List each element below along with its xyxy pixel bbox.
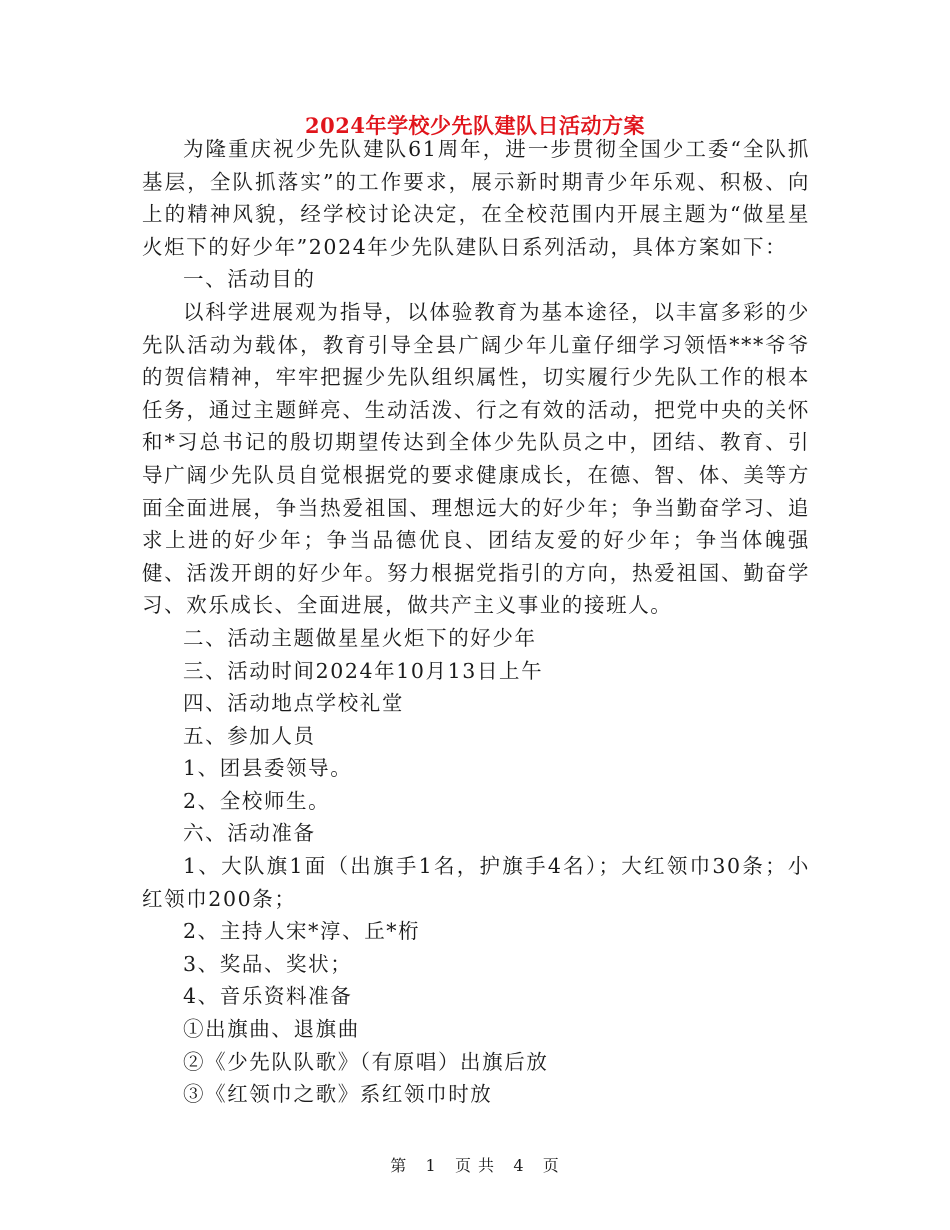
purpose-paragraph: 以科学进展观为指导，以体验教育为基本途径，以丰富多彩的少先队活动为载体，教育引导全县广阔少年儿童仔细学习领悟***爷爷的贺信精神，牢牢把握少先队组织属性，切实履行少先队工作的根本任务，通过主题鲜亮、生动活泼、行之有效的活动，把党中央的关怀和*习总书记的殷切期望传达到全体少先队员之中，团结、教育、引导广阔少先队员自觉根据党的要求健康成长，在德、智、体、美等方面全面进展，争当热爱祖国、理想远大的好少年；争当勤奋学习、追求上进的好少年；争当品德优良、团结友爱的好少年；争当体魄强健、活泼开朗的好少年。努力根据党指引的方向，热爱祖国、勤奋学习、欢乐成长、全面进展，做共产主义事业的接班人。 — [142, 299, 810, 618]
participant-item: 2、全校师生。 — [183, 788, 331, 813]
section-heading-purpose: 一、活动目的 — [183, 267, 316, 292]
document-title: 2024年学校少先队建队日活动方案 — [305, 113, 645, 138]
music-item: ②《少先队队歌》（有原唱）出旗后放 — [183, 1049, 549, 1074]
music-item: ③《红领巾之歌》系红领巾时放 — [183, 1082, 493, 1107]
footer-page-number: 1 — [425, 1156, 437, 1175]
footer-prefix: 第 — [390, 1156, 408, 1175]
section-heading-time: 三、活动时间2024年10月13日上午 — [183, 658, 544, 683]
music-item: ①出旗曲、退旗曲 — [183, 1017, 360, 1042]
participant-item: 1、团县委领导。 — [183, 756, 353, 781]
preparation-item: 3、奖品、奖状； — [183, 951, 353, 976]
preparation-item: 2、主持人宋*淳、丘*桁 — [183, 919, 421, 944]
section-heading-location: 四、活动地点学校礼堂 — [183, 691, 404, 716]
footer-suffix: 页 — [542, 1156, 560, 1175]
section-heading-theme: 二、活动主题做星星火炬下的好少年 — [183, 625, 537, 650]
page-footer — [0, 1153, 950, 1176]
footer-middle: 页 共 — [454, 1156, 496, 1175]
intro-paragraph: 为隆重庆祝少先队建队61周年，进一步贯彻全国少工委“全队抓基层，全队抓落实”的工作要求，展示新时期青少年乐观、积极、向上的精神风貌，经学校讨论决定，在全校范围内开展主题为“做星星火炬下的好少年”2024年少先队建队日系列活动，具体方案如下： — [142, 137, 810, 259]
preparation-item: 4、音乐资料准备 — [183, 984, 353, 1009]
section-heading-participants: 五、参加人员 — [183, 723, 316, 748]
footer-total-pages: 4 — [513, 1156, 525, 1175]
section-heading-preparation: 六、活动准备 — [183, 821, 316, 846]
preparation-item: 1、大队旗1面（出旗手1名，护旗手4名）；大红领巾30条；小红领巾200条； — [142, 854, 810, 911]
document-body — [142, 133, 810, 1111]
